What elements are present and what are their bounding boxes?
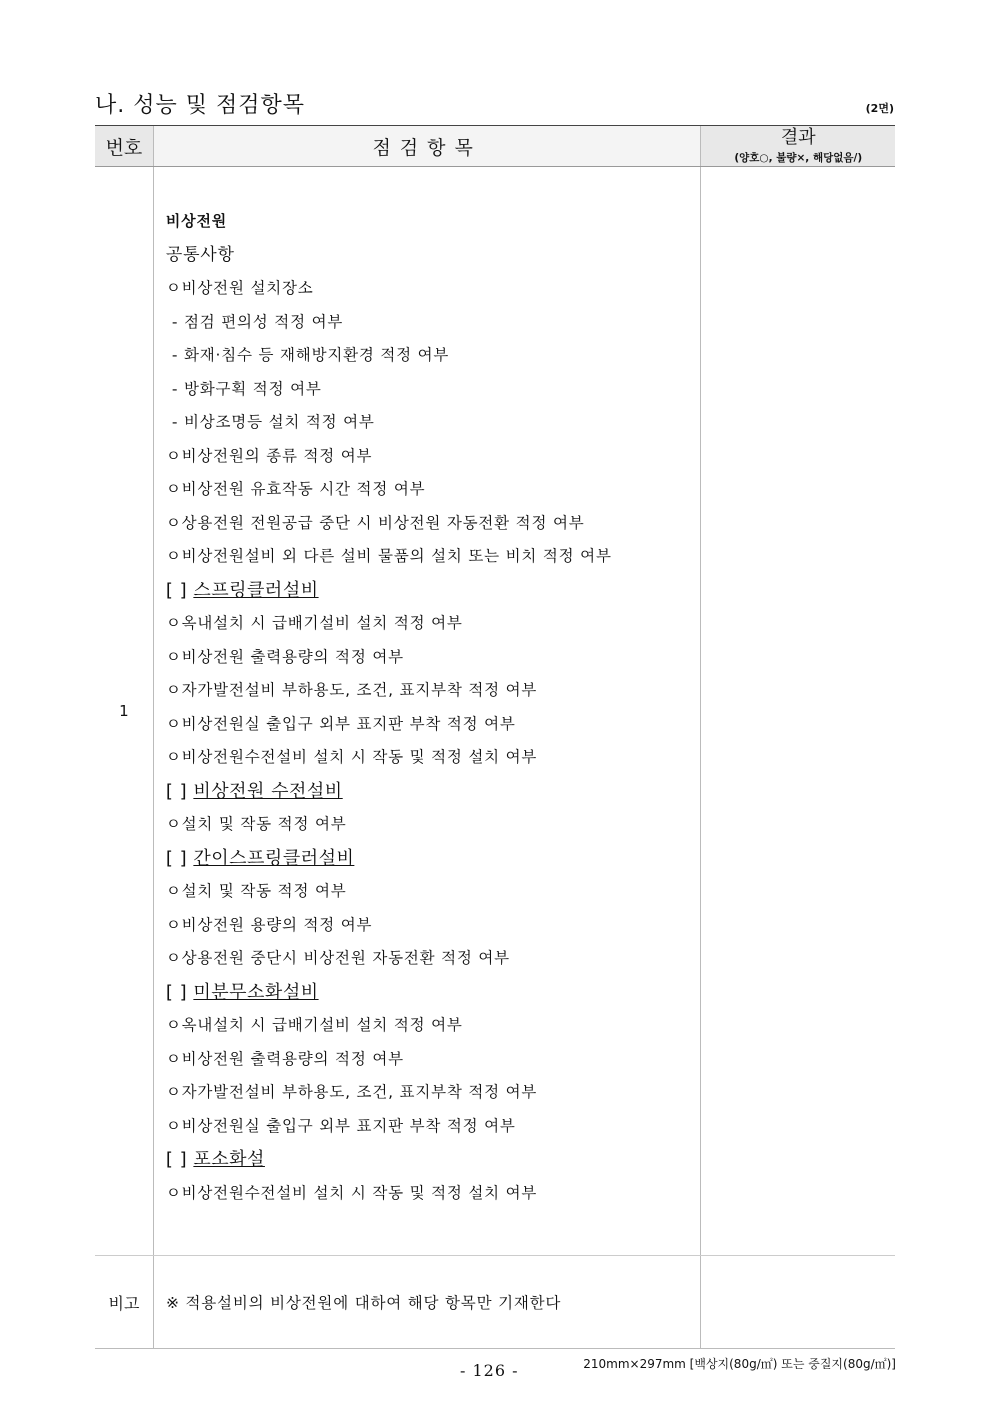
section-heading bbox=[166, 775, 612, 809]
check-item: ㅇ상용전원 전원공급 중단 시 비상전원 자동전환 적정 여부 bbox=[165, 513, 585, 532]
section-label: 미분무소화설비 bbox=[193, 981, 319, 1003]
section-heading bbox=[166, 1143, 612, 1177]
header-result-label: 결과 bbox=[780, 126, 816, 148]
check-item: ㅇ옥내설치 시 급배기설비 설치 적정 여부 bbox=[165, 614, 463, 632]
header-number: 번호 bbox=[105, 136, 143, 159]
check-item: ㅇ비상전원수전설비 설치 시 작동 및 적정 설치 여부 bbox=[165, 748, 538, 766]
header-result bbox=[701, 126, 895, 166]
checkbox-bracket[interactable]: [ ] bbox=[165, 1149, 188, 1170]
row-item-cell bbox=[153, 167, 702, 1255]
check-item: ㅇ상용전원 중단시 비상전원 자동전환 적정 여부 bbox=[165, 949, 510, 967]
check-item: ㅇ설치 및 작동 적정 여부 bbox=[165, 882, 347, 900]
check-item: ㅇ비상전원실 출입구 외부 표지판 부착 적정 여부 bbox=[165, 1116, 516, 1135]
sub-item: - 화재·침수 등 재해방지환경 적정 여부 bbox=[171, 346, 450, 364]
note-text: ※ 적용설비의 비상전원에 대하여 해당 항목만 기재한다 bbox=[153, 1256, 701, 1348]
check-item: ㅇ비상전원 설치장소 bbox=[165, 279, 314, 297]
check-item: ㅇ옥내설치 시 급배기설비 설치 적정 여부 bbox=[165, 1016, 463, 1034]
note-row bbox=[95, 1256, 895, 1349]
page-tag: (2면) bbox=[865, 102, 894, 115]
section-label: 비상전원 수전설비 bbox=[193, 780, 343, 802]
checkbox-bracket[interactable]: [ ] bbox=[165, 780, 188, 802]
section-label: 포소화설 bbox=[193, 1149, 265, 1170]
table-row bbox=[95, 167, 895, 1256]
table-header bbox=[95, 125, 895, 167]
check-item: ㅇ자가발전설비 부하용도, 조건, 표지부착 적정 여부 bbox=[165, 1083, 538, 1101]
check-item: ㅇ비상전원 유효작동 시간 적정 여부 bbox=[165, 480, 426, 498]
check-item: ㅇ비상전원설비 외 다른 설비 물품의 설치 또는 비치 적정 여부 bbox=[165, 547, 612, 565]
check-item-list bbox=[166, 205, 612, 1210]
section-label: 스프링클러설비 bbox=[193, 579, 319, 601]
check-item: ㅇ비상전원의 종류 적정 여부 bbox=[165, 446, 373, 465]
row-result-cell[interactable] bbox=[701, 167, 895, 1255]
footer-page-number: - 126 - bbox=[460, 1361, 519, 1380]
heading: 비상전원 bbox=[165, 212, 228, 230]
heading: 공통사항 bbox=[165, 244, 235, 265]
check-item: ㅇ자가발전설비 부하용도, 조건, 표지부착 적정 여부 bbox=[165, 681, 538, 699]
section-heading bbox=[166, 574, 612, 608]
section-heading bbox=[166, 842, 612, 876]
checkbox-bracket[interactable]: [ ] bbox=[165, 981, 188, 1003]
section-label: 간이스프링클러설비 bbox=[193, 847, 355, 869]
checkbox-bracket[interactable]: [ ] bbox=[165, 579, 188, 601]
header-result-legend: (양호○, 불량×, 해당없음/) bbox=[734, 151, 863, 164]
sub-item: - 비상조명등 설치 적정 여부 bbox=[171, 413, 375, 431]
check-item: ㅇ비상전원 출력용량의 적정 여부 bbox=[165, 647, 404, 666]
row-number-cell bbox=[95, 167, 153, 1255]
note-result-cell bbox=[701, 1256, 895, 1348]
sub-item: - 방화구획 적정 여부 bbox=[171, 379, 322, 398]
check-item: ㅇ비상전원실 출입구 외부 표지판 부착 적정 여부 bbox=[165, 714, 516, 733]
header-item: 점검항목 bbox=[153, 126, 702, 166]
check-item: ㅇ비상전원수전설비 설치 시 작동 및 적정 설치 여부 bbox=[165, 1183, 538, 1202]
note-label: 비고 bbox=[108, 1293, 140, 1313]
page-title: 나. 성능 및 점검항목 bbox=[95, 93, 305, 118]
check-item: ㅇ설치 및 작동 적정 여부 bbox=[165, 815, 347, 833]
section-heading bbox=[166, 976, 612, 1010]
row-number: 1 bbox=[119, 702, 129, 720]
check-item: ㅇ비상전원 용량의 적정 여부 bbox=[165, 915, 373, 934]
footer-paper-size: 210mm×297mm [백상지(80g/㎡) 또는 중질지(80g/㎡)] bbox=[583, 1357, 896, 1371]
check-item: ㅇ비상전원 출력용량의 적정 여부 bbox=[165, 1049, 404, 1068]
sub-item: - 점검 편의성 적정 여부 bbox=[171, 312, 344, 331]
checkbox-bracket[interactable]: [ ] bbox=[165, 847, 188, 869]
inspection-table bbox=[95, 125, 895, 1349]
